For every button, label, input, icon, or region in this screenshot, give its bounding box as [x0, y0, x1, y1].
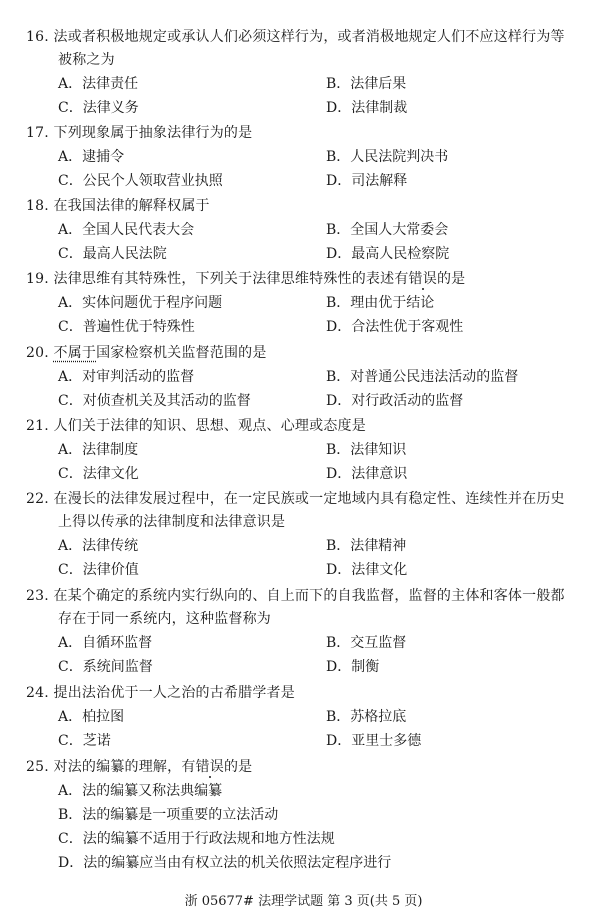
question-text: 在我国法律的解释权属于: [53, 198, 210, 214]
question-number: 20.: [26, 345, 49, 361]
option-a: A．逮捕令: [58, 149, 125, 165]
option-b: B．苏格拉底: [326, 709, 407, 725]
question-text: 国家检察机关监督范围的是: [96, 345, 267, 361]
question-22: [26, 488, 590, 582]
question-text: 对法的编纂的理解，有: [53, 759, 196, 775]
option-b: B．法律精神: [326, 538, 407, 554]
option-c: C．普遍性优于特殊性: [58, 319, 195, 335]
option-c: C．公民个人领取营业执照: [58, 173, 223, 189]
question-stem: [26, 488, 590, 511]
question-text: 法或者积极地规定或承认人们必须这样行为，或者消极地规定人们不应这样行为等: [53, 29, 565, 45]
question-stem-continued: [26, 608, 590, 631]
option-d: D．法律文化: [326, 562, 408, 578]
question-text: 在某个确定的系统内实行纵向的、自上而下的自我监督，监督的主体和客体一般都: [53, 588, 565, 604]
option-c: C．最高人民法院: [58, 246, 167, 262]
question-stem: [26, 342, 590, 365]
option-a: A．自循环监督: [58, 635, 153, 651]
question-text-end: 的是: [223, 759, 253, 775]
question-number: 17.: [26, 125, 49, 141]
question-text: 人们关于法律的知识、思想、观点、心理或态度是: [53, 418, 366, 434]
option-a: A．柏拉图: [58, 709, 125, 725]
question-number: 23.: [26, 588, 49, 604]
question-18: [26, 195, 590, 266]
option-b: B．法的编纂是一项重要的立法活动: [58, 807, 279, 823]
question-text: 下列现象属于抽象法律行为的是: [53, 125, 253, 141]
option-d: D．亚里士多德: [326, 733, 422, 749]
emphasis-mark: 不属于: [53, 345, 97, 361]
question-number: 24.: [26, 685, 49, 701]
question-text: 提出法治优于一人之治的古希腊学者是: [53, 685, 295, 701]
question-number: 18.: [26, 198, 49, 214]
question-17: [26, 122, 590, 193]
emphasis-mark: 错误: [195, 759, 224, 775]
option-d: D．制衡: [326, 659, 380, 675]
option-list: [26, 779, 590, 875]
question-number: 22.: [26, 491, 49, 507]
option-d: D．司法解释: [326, 173, 408, 189]
question-stem: [26, 195, 590, 218]
option-list: [26, 631, 590, 679]
option-list: [26, 438, 590, 486]
option-b: B．人民法院判决书: [326, 149, 449, 165]
option-c: C．芝诺: [58, 733, 111, 749]
option-c: C．法律文化: [58, 466, 139, 482]
question-number: 16.: [26, 29, 49, 45]
question-25: [26, 756, 590, 875]
question-stem: [26, 122, 590, 145]
option-c: C．对侦查机关及其活动的监督: [58, 393, 251, 409]
question-text-end: 的是: [436, 271, 466, 287]
question-24: [26, 682, 590, 753]
option-d: D．法律意识: [326, 466, 408, 482]
option-a: A．全国人民代表大会: [58, 222, 195, 238]
question-number: 19.: [26, 271, 49, 287]
question-text: 被称之为: [58, 52, 115, 68]
question-stem: [26, 268, 590, 291]
question-20: [26, 342, 590, 413]
option-b: B．法律后果: [326, 76, 407, 92]
option-b: B．法律知识: [326, 442, 407, 458]
question-number: 21.: [26, 418, 49, 434]
option-list: [26, 365, 590, 413]
question-21: [26, 415, 590, 486]
option-c: C．法律义务: [58, 100, 139, 116]
option-a: A．法律传统: [58, 538, 139, 554]
option-list: [26, 291, 590, 339]
option-a: A．法律责任: [58, 76, 139, 92]
option-b: B．交互监督: [326, 635, 407, 651]
option-list: [26, 705, 590, 753]
option-c: C．法律价值: [58, 562, 139, 578]
emphasis-mark: 错误: [408, 271, 437, 287]
page-footer: 浙 05677# 法理学试题 第 3 页(共 5 页): [184, 894, 423, 909]
option-c: C．系统间监督: [58, 659, 153, 675]
option-a: A．法律制度: [58, 442, 139, 458]
question-stem: [26, 682, 590, 705]
option-list: [26, 72, 590, 120]
question-text: 在漫长的法律发展过程中，在一定民族或一定地域内具有稳定性、连续性并在历史: [53, 491, 565, 507]
option-list: [26, 145, 590, 193]
option-c: C．法的编纂不适用于行政法规和地方性法规: [58, 831, 335, 847]
option-list: [26, 218, 590, 266]
question-16: [26, 26, 590, 120]
option-a: A．对审判活动的监督: [58, 369, 195, 385]
option-d: D．法律制裁: [326, 100, 408, 116]
question-text: 存在于同一系统内，这种监督称为: [58, 611, 271, 627]
question-stem: [26, 585, 590, 608]
option-b: B．理由优于结论: [326, 295, 435, 311]
option-b: B．对普通公民违法活动的监督: [326, 369, 519, 385]
question-stem: [26, 756, 590, 779]
question-text: 法律思维有其特殊性，下列关于法律思维特殊性的表述有: [53, 271, 409, 287]
question-stem: [26, 26, 590, 49]
option-d: D．合法性优于客观性: [326, 319, 464, 335]
option-a: A．实体问题优于程序问题: [58, 295, 223, 311]
option-d: D．对行政活动的监督: [326, 393, 464, 409]
option-b: B．全国人大常委会: [326, 222, 449, 238]
question-23: [26, 585, 590, 679]
question-stem-continued: [26, 49, 590, 72]
option-d: D．最高人民检察院: [326, 246, 450, 262]
question-number: 25.: [26, 759, 49, 775]
question-19: [26, 268, 590, 339]
question-text: 上得以传承的法律制度和法律意识是: [58, 514, 286, 530]
option-d: D．法的编纂应当由有权立法的机关依照法定程序进行: [58, 855, 392, 871]
option-a: A．法的编纂又称法典编纂: [58, 783, 223, 799]
option-list: [26, 534, 590, 582]
question-stem: [26, 415, 590, 438]
question-stem-continued: [26, 511, 590, 534]
